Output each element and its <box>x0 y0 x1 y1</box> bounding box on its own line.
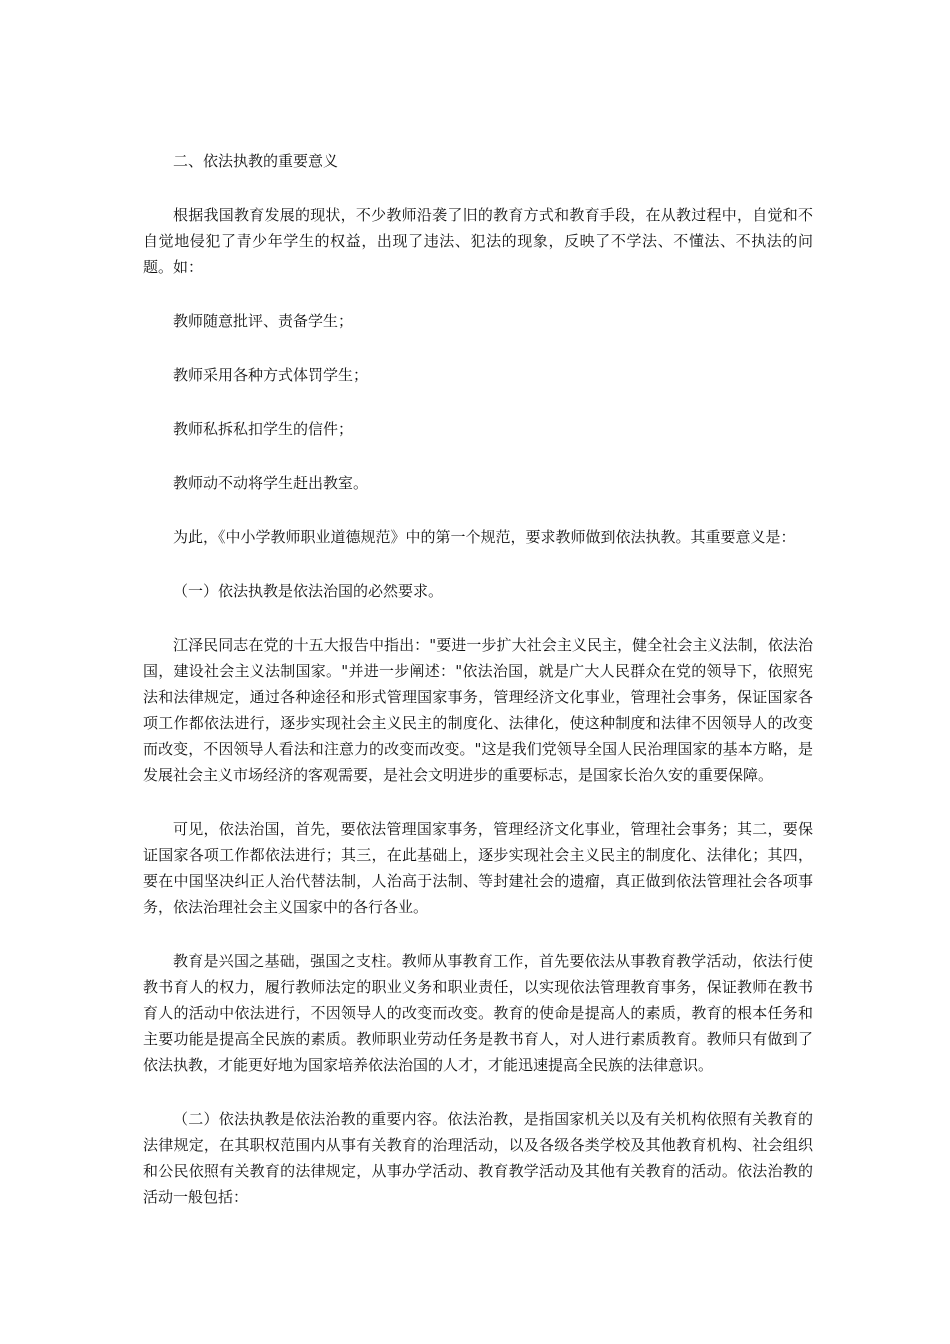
list-item-criticism: 教师随意批评、责备学生； <box>173 312 354 330</box>
list-item-expel: 教师动不动将学生赶出教室。 <box>173 474 369 492</box>
document-body <box>143 148 813 1210</box>
paragraph-education: 教育是兴国之基础，强国之支柱。教师从事教育工作，首先要依法从事教育教学活动，依法行使教书育人的权力，履行教师法定的职业义务和职业责任，以实现依法管理教育事务，保证教师在教书育人的活动中依法进行，不因领导人的改变而改变。教育的使命是提高人的素质，教育的根本任务和主要功能是提高全民族的素质。教师职业劳动任务是教书育人，对人进行素质教育。教师只有做到了依法执教，才能更好地为国家培养依法治国的人才，才能迅速提高全民族的法律意识。 <box>143 952 813 1074</box>
list-item-letters: 教师私拆私扣学生的信件； <box>173 420 354 438</box>
paragraph-rule-of-law: 可见，依法治国，首先，要依法管理国家事务，管理经济文化事业，管理社会事务；其二，要保证国家各项工作都依法进行；其三，在此基础上，逐步实现社会主义民主的制度化、法律化；其四，要在中国坚决纠正人治代替法制，人治高于法制、等封建社会的遗瘤，真正做到依法管理社会各项事务，依法治理社会主义国家中的各行各业。 <box>143 820 813 916</box>
subsection-heading-1: （一）依法执教是依法治国的必然要求。 <box>173 582 444 600</box>
paragraph-significance: 为此，《中小学教师职业道德规范》中的第一个规范，要求教师做到依法执教。其重要意义是： <box>173 528 796 546</box>
paragraph-quote: 江泽民同志在党的十五大报告中指出："要进一步扩大社会主义民主，健全社会主义法制，依法治国，建设社会主义法制国家。"并进一步阐述："依法治国，就是广大人民群众在党的领导下，依照宪法和法律规定，通过各种途径和形式管理国家事务，管理经济文化事业，管理社会事务，保证国家各项工作都依法进行，逐步实现社会主义民主的制度化、法律化，使这种制度和法律不因领导人的改变而改变，不因领导人看法和注意力的改变而改变。"这是我们党领导全国人民治理国家的基本方略，是发展社会主义市场经济的客观需要，是社会文明进步的重要标志，是国家长治久安的重要保障。 <box>143 636 813 784</box>
section-heading: 二、依法执教的重要意义 <box>173 152 339 170</box>
subsection-paragraph-2: （二）依法执教是依法治教的重要内容。依法治教，是指国家机关以及有关机构依照有关教育的法律规定，在其职权范围内从事有关教育的治理活动，以及各级各类学校及其他教育机构、社会组织和公民依照有关教育的法律规定，从事办学活动、教育教学活动及其他有关教育的活动。依法治教的活动一般包括： <box>143 1110 813 1206</box>
list-item-punishment: 教师采用各种方式体罚学生； <box>173 366 369 384</box>
paragraph-intro: 根据我国教育发展的现状，不少教师沿袭了旧的教育方式和教育手段，在从教过程中，自觉和不自觉地侵犯了青少年学生的权益，出现了违法、犯法的现象，反映了不学法、不懂法、不执法的问题。如： <box>143 206 813 276</box>
